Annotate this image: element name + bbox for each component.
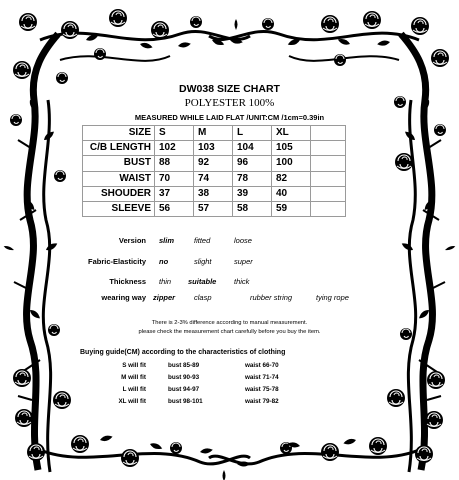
table-cell: 57 [194,201,233,216]
table-empty-cell [311,141,346,156]
table-row [83,201,346,216]
table-cell: 37 [155,186,194,201]
attr-option: rubber string [250,293,293,302]
guide-waist: waist 71-74 [245,374,279,381]
attr-option: thick [234,277,250,286]
row-label: SLEEVE [83,201,155,216]
table-cell: 74 [194,171,233,186]
table-row [83,141,346,156]
guide-size: L will fit [122,386,146,393]
measurement-note: MEASURED WHILE LAID FLAT /UNIT:CM /1cm=0.39in [134,113,325,122]
table-cell: 56 [155,201,194,216]
attr-label-thickness: Thickness [109,277,146,286]
attr-option: loose [234,236,252,245]
guide-waist: waist 75-78 [245,386,279,393]
guide-bust: bust 85-89 [168,362,200,369]
table-empty-cell [311,186,346,201]
attr-option: slim [159,236,175,245]
attr-label-elasticity: Fabric-Elasticity [88,257,146,266]
buying-guide-heading: Buying guide(CM) according to the characteristics of clothing [80,349,286,356]
attr-option: zipper [153,293,176,302]
guide-waist: waist 66-70 [245,362,279,369]
guide-size: XL will fit [118,398,146,405]
attr-option: tying rope [316,293,349,302]
table-cell: 78 [233,171,272,186]
attr-option: super [234,257,253,266]
table-header-cell: M [194,126,233,141]
guide-size: M will fit [121,374,146,381]
table-header-row [83,126,346,141]
table-header-cell: S [155,126,194,141]
table-empty-cell [311,156,346,171]
table-cell: 100 [272,156,311,171]
table-row [83,156,346,171]
table-cell: 104 [233,141,272,156]
chart-title: DW038 SIZE CHART [179,83,280,95]
note-check: please check the measurement chart carefully before you buy the item. [138,329,321,335]
table-header-cell: SIZE [83,126,155,141]
table-empty-cell [311,201,346,216]
attr-option: thin [159,277,172,286]
table-cell: 70 [155,171,194,186]
table-cell: 39 [233,186,272,201]
table-cell: 105 [272,141,311,156]
guide-bust: bust 90-93 [168,374,200,381]
table-header-cell: L [233,126,272,141]
attr-option: suitable [188,277,217,286]
attr-label-version: Version [118,236,146,245]
note-difference: There is 2-3% difference according to manual measurement. [151,320,308,326]
table-cell: 88 [155,156,194,171]
table-cell: 103 [194,141,233,156]
table-cell: 38 [194,186,233,201]
row-label: BUST [83,156,155,171]
attr-option: fitted [194,236,211,245]
row-label: WAIST [83,171,155,186]
table-row [83,171,346,186]
table-cell: 59 [272,201,311,216]
table-cell: 102 [155,141,194,156]
guide-size: S will fit [122,362,146,369]
table-cell: 96 [233,156,272,171]
attr-option: slight [194,257,212,266]
row-label: C/B LENGTH [83,141,155,156]
table-row [83,186,346,201]
table-header-cell: XL [272,126,311,141]
guide-waist: waist 79-82 [245,398,279,405]
material-label: POLYESTER 100% [184,97,275,109]
attr-label-wearing-way: wearing way [101,293,146,302]
table-empty-cell [311,126,346,141]
size-table [82,125,346,217]
table-cell: 82 [272,171,311,186]
row-label: SHOUDER [83,186,155,201]
table-cell: 92 [194,156,233,171]
table-cell: 58 [233,201,272,216]
table-cell: 40 [272,186,311,201]
attr-option: clasp [194,293,212,302]
attr-option: no [159,257,169,266]
guide-bust: bust 94-97 [168,386,200,393]
table-empty-cell [311,171,346,186]
guide-bust: bust 98-101 [168,398,203,405]
